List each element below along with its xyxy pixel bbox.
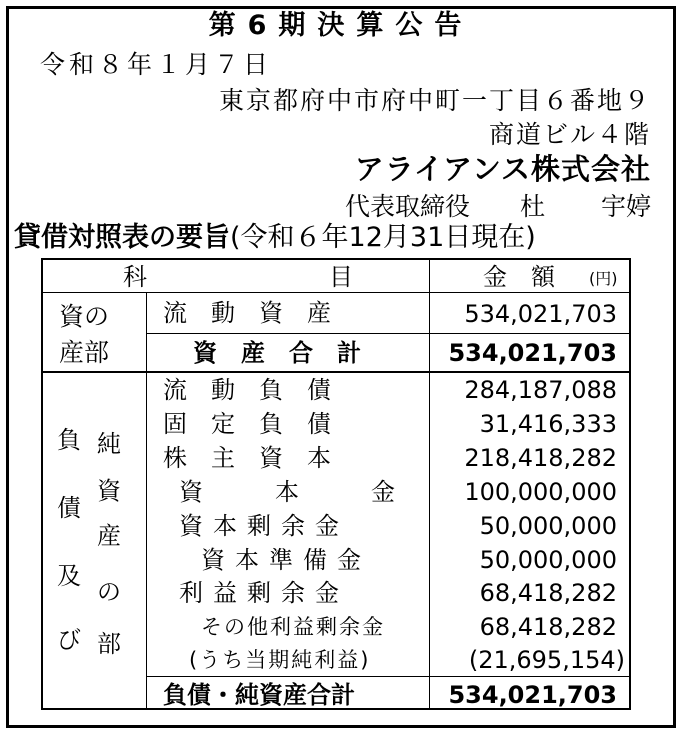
row-value-retained-earnings: 68,418,282 (479, 579, 617, 607)
company-name: アライアンス株式会社 (354, 152, 651, 186)
liab-section-col1-4: び (57, 626, 81, 654)
row-value-total-assets: 534,021,703 (448, 339, 617, 367)
row-value-shareholders-equity: 218,418,282 (464, 444, 617, 472)
row-label-current-liabilities: 流 動 負 債 (163, 376, 331, 404)
row-value-fixed-liabilities: 31,416,333 (479, 410, 617, 438)
amount-divider (429, 260, 430, 708)
liab-section-col1-2: 債 (57, 494, 81, 522)
row-value-total-liabilities-net-assets: 534,021,703 (448, 681, 617, 709)
representative (345, 194, 651, 219)
row-value-current-assets: 534,021,703 (464, 300, 617, 328)
liab-section-col2-2: 資 (97, 477, 121, 505)
liab-section-col2-4: の (97, 578, 121, 606)
header-unit: (円) (589, 269, 618, 288)
row-label-total-assets: 資 産 合 計 (193, 339, 361, 367)
representative-title: 代表取締役 (344, 192, 470, 221)
row-label-current-assets: 流 動 資 産 (163, 299, 331, 327)
row-label-total-liabilities-net-assets: 負債・純資産合計 (163, 681, 355, 709)
address-line-1: 東京都府中市府中町一丁目６番地９ (218, 86, 651, 115)
balance-sheet-table (41, 258, 631, 710)
assets-section-label-1: 資の (59, 302, 110, 331)
row-value-net-income: (21,695,154) (468, 646, 625, 674)
row-label-fixed-liabilities: 固 定 負 債 (163, 410, 331, 438)
row-value-capital-surplus: 50,000,000 (479, 512, 617, 540)
row-value-current-liabilities: 284,187,088 (464, 376, 617, 404)
balance-sheet-title (14, 224, 536, 251)
notice-date: 令和８年１月７日 (40, 50, 273, 79)
row-value-capital: 100,000,000 (464, 478, 617, 506)
row-label-net-income: (うち当期純利益) (189, 648, 371, 672)
header-item-right: 目 (329, 263, 353, 291)
row-label-retained-earnings: 利益剰余金 (179, 579, 349, 607)
assets-section-label-2: 産部 (59, 338, 110, 367)
representative-surname: 杜 (519, 192, 545, 221)
row-label-shareholders-equity: 株 主 資 本 (163, 444, 331, 472)
row-label-other-retained-earnings: その他利益剰余金 (201, 615, 385, 639)
liab-section-col2-3: 産 (97, 522, 121, 550)
representative-given-name: 宇婷 (600, 192, 651, 221)
balance-sheet-heading: 貸借対照表の要旨 (14, 222, 230, 253)
row-label-capital-surplus: 資本剰余金 (179, 512, 349, 540)
liab-section-col1-3: 及 (57, 562, 81, 590)
header-amount: 金 額 (483, 263, 555, 291)
liab-section-col1-1: 負 (57, 426, 81, 454)
liab-section-col2-1: 純 (97, 430, 121, 458)
row-value-other-retained-earnings: 68,418,282 (479, 613, 617, 641)
row-label-capital: 資 本 金 (179, 478, 395, 506)
section-divider (146, 292, 147, 708)
row-value-capital-reserve: 50,000,000 (479, 546, 617, 574)
address-line-2: 商道ビル４階 (488, 120, 651, 149)
row-label-capital-reserve: 資本準備金 (201, 546, 371, 574)
header-item-left: 科 (123, 263, 147, 291)
notice-title: 第6期決算公告 (208, 10, 474, 41)
balance-sheet-date: (令和６年12月31日現在) (230, 222, 536, 253)
liab-section-col2-5: 部 (97, 630, 121, 658)
